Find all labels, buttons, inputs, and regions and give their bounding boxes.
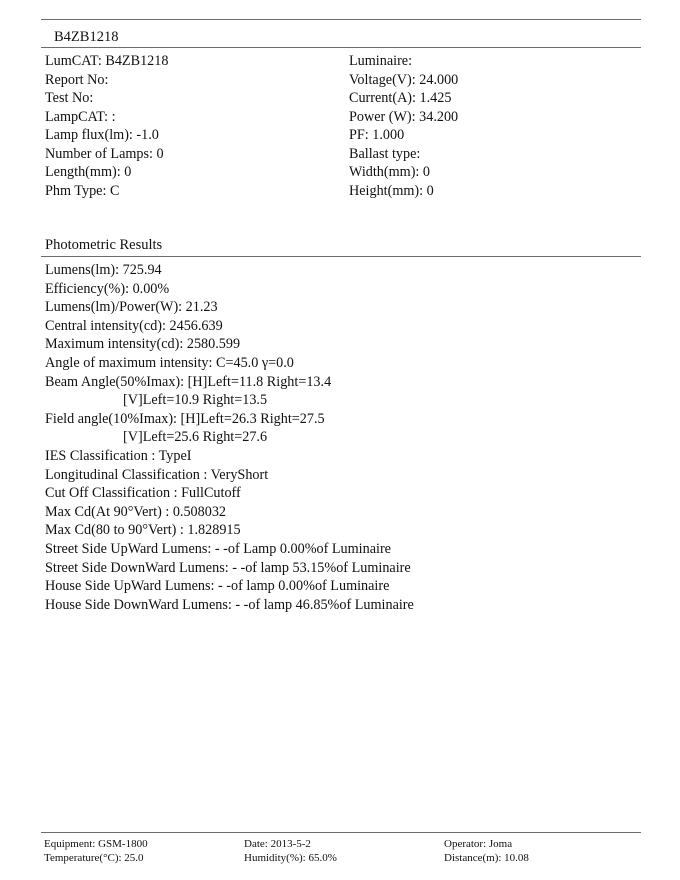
info-test-no: Test No: bbox=[45, 90, 94, 106]
footer-humidity: Humidity(%): 65.0% bbox=[244, 851, 337, 864]
info-lampcat: LampCAT: : bbox=[45, 108, 116, 125]
info-length: Length(mm): 0 bbox=[45, 164, 132, 180]
info-width: Width(mm): 0 bbox=[349, 164, 430, 180]
result-longitudinal-classification: Longitudinal Classification : VeryShort bbox=[45, 466, 269, 483]
result-ies-classification: IES Classification : TypeI bbox=[45, 447, 192, 464]
section-rule bbox=[41, 256, 641, 257]
info-pf: PF: 1.000 bbox=[349, 127, 405, 143]
result-house-side-upward: House Side UpWard Lumens: - -of lamp 0.00%of Luminaire bbox=[45, 578, 390, 595]
result-beam-angle-v: [V]Left=10.9 Right=13.5 bbox=[123, 392, 268, 409]
report-title: B4ZB1218 bbox=[54, 29, 119, 45]
footer-equipment-block bbox=[44, 838, 148, 865]
photometric-results-list bbox=[45, 261, 414, 614]
result-efficiency: Efficiency(%): 0.00% bbox=[45, 280, 170, 297]
result-lumens-per-watt: Lumens(lm)/Power(W): 21.23 bbox=[45, 299, 218, 316]
result-cutoff-classification: Cut Off Classification : FullCutoff bbox=[45, 485, 241, 502]
title-rule bbox=[41, 47, 641, 48]
lamp-info-column bbox=[45, 52, 168, 200]
footer-distance: Distance(m): 10.08 bbox=[444, 851, 529, 864]
footer-temperature: Temperature(°C): 25.0 bbox=[44, 851, 144, 864]
result-street-side-downward: Street Side DownWard Lumens: - -of lamp 53.15%of Luminaire bbox=[45, 559, 411, 576]
result-street-side-upward: Street Side UpWard Lumens: - -of Lamp 0.00%of Luminaire bbox=[45, 540, 391, 557]
info-lumcat: LumCAT: B4ZB1218 bbox=[45, 53, 169, 69]
result-field-angle-h: Field angle(10%Imax): [H]Left=26.3 Right=27.5 bbox=[45, 410, 325, 427]
info-power: Power (W): 34.200 bbox=[349, 108, 459, 125]
result-central-intensity: Central intensity(cd): 2456.639 bbox=[45, 317, 223, 334]
result-maximum-intensity: Maximum intensity(cd): 2580.599 bbox=[45, 336, 241, 353]
result-lumens: Lumens(lm): 725.94 bbox=[45, 262, 162, 278]
footer-equipment: Equipment: GSM-1800 bbox=[44, 838, 148, 850]
result-max-cd-90: Max Cd(At 90°Vert) : 0.508032 bbox=[45, 503, 227, 520]
result-field-angle-v: [V]Left=25.6 Right=27.6 bbox=[123, 429, 268, 446]
footer-date-block bbox=[244, 838, 337, 865]
info-current: Current(A): 1.425 bbox=[349, 90, 452, 106]
result-beam-angle-h: Beam Angle(50%Imax): [H]Left=11.8 Right=13.4 bbox=[45, 373, 332, 390]
footer-operator: Operator: Joma bbox=[444, 838, 513, 850]
result-house-side-downward: House Side DownWard Lumens: - -of lamp 46.85%of Luminaire bbox=[45, 596, 414, 613]
electrical-info-column bbox=[349, 52, 458, 200]
info-phm-type: Phm Type: C bbox=[45, 182, 120, 199]
info-lamp-flux: Lamp flux(lm): -1.0 bbox=[45, 127, 159, 143]
info-voltage: Voltage(V): 24.000 bbox=[349, 71, 459, 88]
result-max-cd-80-90: Max Cd(80 to 90°Vert) : 1.828915 bbox=[45, 522, 241, 539]
info-number-of-lamps: Number of Lamps: 0 bbox=[45, 145, 164, 162]
top-rule bbox=[41, 19, 641, 20]
footer-rule bbox=[41, 832, 641, 833]
info-report-no: Report No: bbox=[45, 71, 109, 88]
footer-operator-block bbox=[444, 838, 529, 865]
result-angle-max-intensity: Angle of maximum intensity: C=45.0 γ=0.0 bbox=[45, 354, 294, 371]
info-ballast-type: Ballast type: bbox=[349, 145, 421, 162]
photometric-results-heading: Photometric Results bbox=[45, 237, 163, 253]
footer-date: Date: 2013-5-2 bbox=[244, 838, 311, 850]
info-height: Height(mm): 0 bbox=[349, 182, 434, 199]
info-luminaire: Luminaire: bbox=[349, 53, 413, 69]
